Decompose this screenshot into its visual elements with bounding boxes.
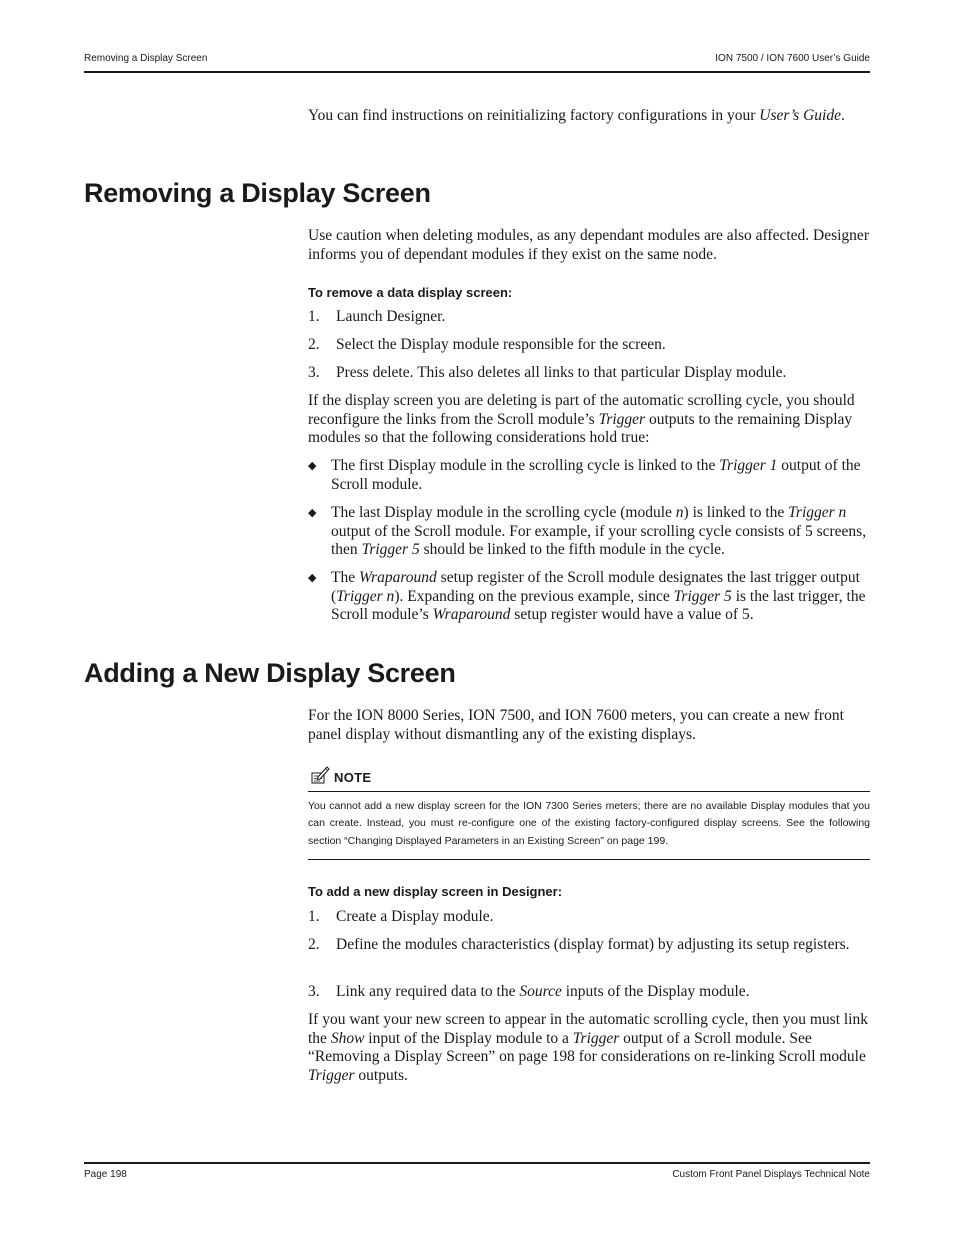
list-item: 3. Press delete. This also deletes all links to that particular Display module. (308, 364, 787, 381)
section-heading-adding: Adding a New Display Screen (84, 658, 456, 688)
bullet-diamond-icon: ◆ (308, 507, 317, 519)
procedure-heading-remove: To remove a data display screen: (308, 285, 513, 300)
section-heading-removing: Removing a Display Screen (84, 178, 431, 208)
header-section-title: Removing a Display Screen (84, 53, 208, 64)
note-text: You cannot add a new display screen for the ION 7300 Series meters; there are no available Display modules that you can create. Instead, you must re-configure one of the existing factory-configured display screens. See the following section “Changing Displayed Parameters in an Existing Screen” on page 199. (308, 800, 870, 847)
bullet-item: ◆ The Wraparound setup register of the Scroll module designates the last trigger output (Trigger n). Expanding on the previous example, since Trigger 5 is the last trigger, the Scroll module’s Wraparound setup register would have a value of 5. (308, 569, 866, 624)
bullet-item: ◆ The last Display module in the scrolling cycle (module n) is linked to the Trigger n output of the Scroll module. For example, if your scrolling cycle consists of 5 screens, then Trigger 5 should be linked to the fifth module in the cycle. (308, 504, 867, 559)
procedure-heading-add: To add a new display screen in Designer: (308, 884, 563, 899)
note-label: NOTE (334, 770, 372, 785)
show-input-paragraph: If you want your new screen to appear in the automatic scrolling cycle, then you must link the Show input of the Display module to a Trigger output of a Scroll module. See “Removing a Display Screen” on page 198 for considerations on re-linking Scroll module Trigger outputs. (308, 1011, 868, 1084)
bullet-diamond-icon: ◆ (308, 460, 317, 472)
removing-intro-paragraph: Use caution when deleting modules, as any dependant modules are also affected. Designer informs you of dependant modules if they exist on the same node. (308, 227, 869, 263)
note-divider (308, 859, 870, 860)
page-footer (84, 1162, 870, 1180)
list-item: 2. Select the Display module responsible for the screen. (308, 336, 666, 353)
footer-page-number: Page 198 (84, 1169, 127, 1180)
intro-paragraph: You can find instructions on reinitializing factory configurations in your User’s Guide. (308, 107, 845, 124)
list-item: 2. Define the modules characteristics (display format) by adjusting its setup registers. (308, 936, 850, 953)
header-guide-title: ION 7500 / ION 7600 User’s Guide (715, 53, 870, 64)
scroll-cycle-paragraph: If the display screen you are deleting is part of the automatic scrolling cycle, you should reconfigure the links from the Scroll module’s Trigger outputs to the remaining Display modules so that the following considerations hold true: (308, 392, 855, 447)
list-item: 1. Create a Display module. (308, 908, 494, 925)
page-header (84, 53, 870, 73)
note-pencil-icon (310, 765, 330, 785)
bullet-item: ◆ The first Display module in the scrolling cycle is linked to the Trigger 1 output of the Scroll module. (308, 457, 861, 493)
list-item: 3. Link any required data to the Source inputs of the Display module. (308, 983, 750, 1000)
list-item: 1. Launch Designer. (308, 308, 446, 325)
adding-intro-paragraph: For the ION 8000 Series, ION 7500, and ION 7600 meters, you can create a new front panel display without dismantling any of the existing displays. (308, 707, 844, 743)
bullet-diamond-icon: ◆ (308, 572, 317, 584)
footer-document-title: Custom Front Panel Displays Technical Note (672, 1169, 870, 1180)
note-header (308, 765, 870, 792)
